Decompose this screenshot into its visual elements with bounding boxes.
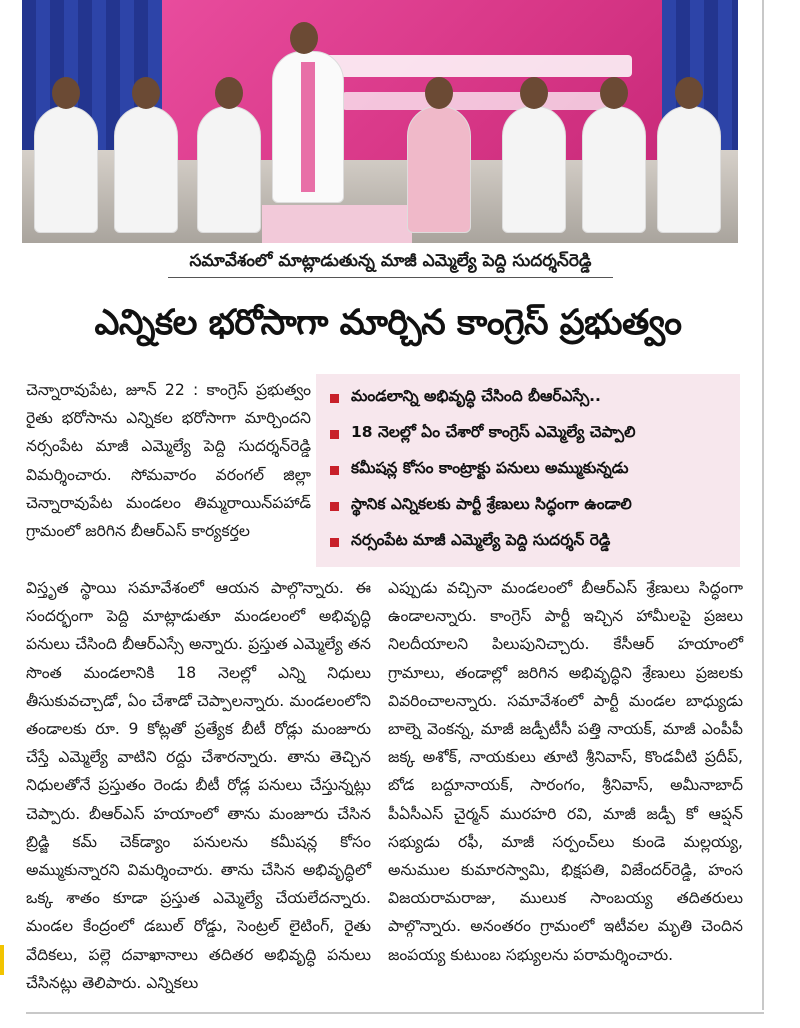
- highlight-text: 18 నెలల్లో ఏం చేశారో కాంగ్రెస్ ఎమ్మెల్యే చెప్పాలి: [351, 423, 636, 441]
- seated-person: [582, 106, 646, 233]
- highlight-text: నర్సంపేట మాజీ ఎమ్మెల్యే పెద్ది సుదర్శన్ రెడ్డి: [351, 531, 611, 549]
- photo-caption: సమావేశంలో మాట్లాడుతున్న మాజీ ఎమ్మెల్యే పెద్ది సుదర్శన్‌రెడ్డి: [168, 251, 613, 278]
- stage-table: [262, 205, 412, 243]
- highlight-item: [324, 488, 732, 524]
- square-bullet-icon: [330, 466, 339, 475]
- square-bullet-icon: [330, 502, 339, 511]
- seated-person: [114, 106, 178, 233]
- highlights-box: [316, 374, 740, 567]
- speaker-person: [272, 51, 344, 203]
- square-bullet-icon: [330, 394, 339, 403]
- banner-text-strip: [312, 55, 632, 77]
- headline: ఎన్నికల భరోసాగా మార్చిన కాంగ్రెస్ ప్రభుత్వం: [94, 303, 682, 343]
- seated-person: [34, 106, 98, 233]
- seated-person: [502, 106, 566, 233]
- article-column-left-top: [26, 376, 311, 545]
- highlight-text: స్థానిక ఎన్నికలకు పార్టీ శ్రేణులు సిద్ధంగా ఉండాలి: [351, 495, 632, 513]
- article-paragraph: విస్తృత స్థాయి సమావేశంలో ఆయన పాల్గొన్నారు. ఈ సందర్భంగా పెద్ది మాట్లాడుతూ మండలంలో అభివృద్ధి పనులు చేసింది బీఆర్ఎస్సే అన్నారు. ప్రస్తుత ఎమ్మెల్యే తన సొంత మండలానికి 18 నెలల్లో ఎన్ని నిధులు తీసుకువచ్చాడో, ఏం చేశాడో చెప్పాలన్నారు. మండలంలోని తండాలకు రూ. 9 కోట్లతో ప్రత్యేక బీటీ రోడ్లు మంజూరు చేస్తే ఎమ్మెల్యే వాటిని రద్దు చేశారన్నారు. తాను తెచ్చిన నిధులతోనే ప్రస్తుతం రెండు బీటీ రోడ్ల పనులు చేస్తున్నట్లు చెప్పారు. బీఆర్ఎస్ హయాంలో తాను మంజూరు చేసిన బ్రిడ్జి కమ్ చెక్‌డ్యాం పనులను కమీషన్ల కోసం అమ్ముకున్నారని విమర్శించారు. తాను చేసిన అభివృద్ధిలో ఒక్క శాతం కూడా ప్రస్తుత ఎమ్మెల్యే చేయలేదన్నారు. మండల కేంద్రంలో డబుల్ రోడ్డు, సెంట్రల్ లైటింగ్, రైతు వేదికలు, పల్లె దవాఖానాలు తదితర అభివృద్ధి పనులు చేసినట్లు తెలిపారు. ఎన్నికలు: [26, 579, 371, 992]
- square-bullet-icon: [330, 430, 339, 439]
- highlight-item: [324, 524, 732, 560]
- banner-text-strip-2: [342, 92, 622, 110]
- yellow-edge-mark: [0, 945, 4, 975]
- article-paragraph: ఎప్పుడు వచ్చినా మండలంలో బీఆర్ఎస్ శ్రేణులు సిద్ధంగా ఉండాలన్నారు. కాంగ్రెస్ పార్టీ ఇచ్చిన హామీలపై ప్రజలు నిలదీయాలని పిలుపునిచ్చారు. కేసీఆర్ హయాంలో గ్రామాలు, తండాల్లో జరిగిన అభివృద్ధిని శ్రేణులు ప్రజలకు వివరించాలన్నారు. సమావేశంలో పార్టీ మండల బాధ్యుడు బాల్నె వెంకన్న, మాజీ జడ్పీటీసీ పత్తి నాయక్, మాజీ ఎంపీపీ జక్క అశోక్, నాయకులు తూటి శ్రీనివాస్, కొండవీటి ప్రదీప్, బోడ బద్దూనాయక్, సారంగం, శ్రీనివాస్, అమీనాబాద్ పీఏసీఎస్ చైర్మన్ మురహరి రవి, మాజీ జడ్పీ కో ఆప్షన్ సభ్యుడు రఫీ, మాజీ సర్పంచ్‌లు కుండె మల్లయ్య, అనుముల కుమారస్వామి, భిక్షపతి, విజేందర్‌రెడ్డి, హంస విజయరామరాజు, ములుక సాంబయ్య తదితరులు పాల్గొన్నారు. అనంతరం గ్రామంలో ఇటీవల మృతి చెందిన జంపయ్య కుటుంబ సభ్యులను పరామర్శించారు.: [388, 579, 743, 964]
- highlight-item: [324, 416, 732, 452]
- page-border-right: [762, 0, 764, 1010]
- page-border-bottom: [26, 1012, 764, 1014]
- seated-person: [407, 106, 471, 233]
- highlight-item: [324, 452, 732, 488]
- seated-person: [657, 106, 721, 233]
- seated-person: [197, 106, 261, 233]
- highlight-item: [324, 380, 732, 416]
- highlight-text: కమీషన్ల కోసం కాంట్రాక్టు పనులు అమ్ముకున్నడు: [351, 459, 629, 477]
- highlight-text: మండలాన్ని అభివృద్ధి చేసింది బీఆర్ఎస్సే..: [351, 387, 601, 405]
- article-column-left: [26, 574, 371, 997]
- square-bullet-icon: [330, 538, 339, 547]
- news-photo: [22, 0, 738, 243]
- article-paragraph: చెన్నారావుపేట, జూన్ 22 : కాంగ్రెస్ ప్రభుత్వం రైతు భరోసాను ఎన్నికల భరోసాగా మార్చిందని నర్సంపేట మాజీ ఎమ్మెల్యే పెద్ది సుదర్శన్‌రెడ్డి విమర్శించారు. సోమవారం వరంగల్ జిల్లా చెన్నారావుపేట మండలం తిమ్మరాయిన్‌పహాడ్ గ్రామంలో జరిగిన బీఆర్ఎస్ కార్యకర్తల: [26, 381, 311, 541]
- article-column-right: [388, 574, 743, 969]
